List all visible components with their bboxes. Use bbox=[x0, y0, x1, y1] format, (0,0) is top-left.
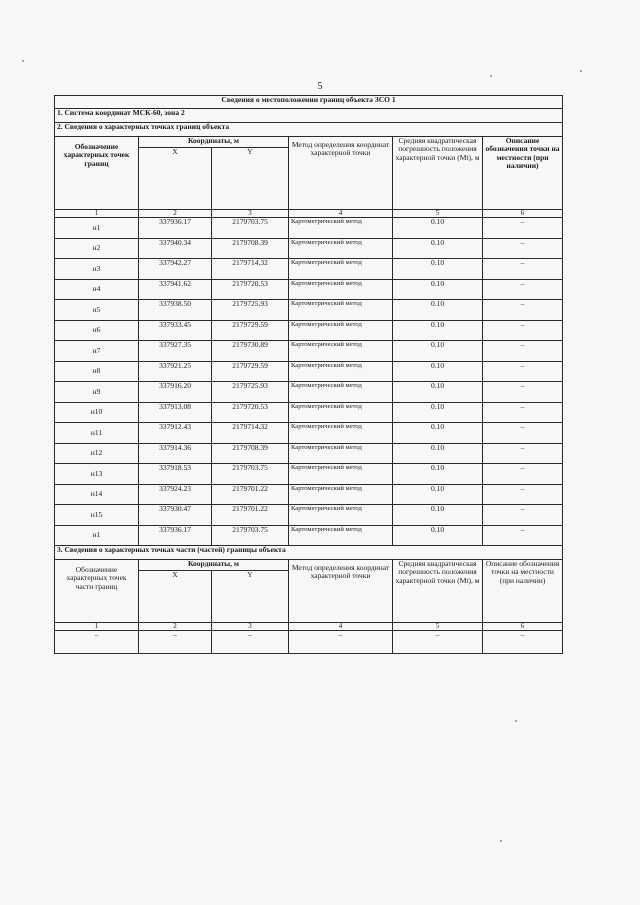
header-coordinates: Координаты, м bbox=[139, 137, 289, 148]
description-cell: – bbox=[483, 443, 563, 464]
coord-y-cell: 2179729.59 bbox=[212, 361, 289, 382]
error-value-cell: 0.10 bbox=[393, 382, 483, 403]
coord-y-cell: 2179708.39 bbox=[212, 238, 289, 259]
coord-y-cell: 2179701.22 bbox=[212, 484, 289, 505]
table-row bbox=[55, 279, 563, 300]
coord-x-cell: 337933.45 bbox=[139, 320, 212, 341]
coord-y-cell: 2179730.89 bbox=[212, 341, 289, 362]
method-cell: Картометрический метод bbox=[289, 423, 393, 444]
coord-x-cell: 337913.08 bbox=[139, 402, 212, 423]
coord-y-cell: 2179729.59 bbox=[212, 320, 289, 341]
column-number: 6 bbox=[483, 623, 563, 631]
point-name-cell: н1 bbox=[55, 218, 139, 239]
method-cell: Картометрический метод bbox=[289, 300, 393, 321]
column-number: 2 bbox=[139, 623, 212, 631]
description-cell: – bbox=[483, 361, 563, 382]
method-cell: – bbox=[289, 631, 393, 654]
method-cell: Картометрический метод bbox=[289, 259, 393, 280]
description-cell: – bbox=[483, 464, 563, 485]
column-number: 6 bbox=[483, 210, 563, 218]
error-value-cell: 0.10 bbox=[393, 484, 483, 505]
method-cell: Картометрический метод bbox=[289, 361, 393, 382]
method-cell: Картометрический метод bbox=[289, 464, 393, 485]
coord-x-cell: – bbox=[139, 631, 212, 654]
column-number: 1 bbox=[55, 210, 139, 218]
method-cell: Картометрический метод bbox=[289, 525, 393, 546]
description-cell: – bbox=[483, 484, 563, 505]
coord-x-cell: 337940.34 bbox=[139, 238, 212, 259]
method-cell: Картометрический метод bbox=[289, 443, 393, 464]
part-header-x: X bbox=[139, 571, 212, 623]
coord-x-cell: 337927.35 bbox=[139, 341, 212, 362]
coord-x-cell: 337916.20 bbox=[139, 382, 212, 403]
coord-y-cell: 2179701.22 bbox=[212, 505, 289, 526]
coord-y-cell: 2179714.32 bbox=[212, 423, 289, 444]
point-name-cell: н6 bbox=[55, 320, 139, 341]
header-error: Средняя квадратическая погрешность положения характерной точки (Mt), м bbox=[393, 137, 483, 210]
method-cell: Картометрический метод bbox=[289, 218, 393, 239]
page-number: 5 bbox=[317, 81, 323, 92]
header-description: Описание обозначения точки на местности (при наличии) bbox=[483, 137, 563, 210]
method-cell: Картометрический метод bbox=[289, 505, 393, 526]
point-name-cell: н5 bbox=[55, 300, 139, 321]
column-number: 4 bbox=[289, 210, 393, 218]
point-name-cell: н12 bbox=[55, 443, 139, 464]
coord-y-cell: 2179703.75 bbox=[212, 218, 289, 239]
coord-x-cell: 337941.62 bbox=[139, 279, 212, 300]
description-cell: – bbox=[483, 320, 563, 341]
point-name-cell: н2 bbox=[55, 238, 139, 259]
description-cell: – bbox=[483, 631, 563, 654]
table-row bbox=[55, 443, 563, 464]
table-row bbox=[55, 423, 563, 444]
error-value-cell: 0.10 bbox=[393, 464, 483, 485]
point-name-cell: н15 bbox=[55, 505, 139, 526]
column-number: 1 bbox=[55, 623, 139, 631]
coord-x-cell: 337924.23 bbox=[139, 484, 212, 505]
method-cell: Картометрический метод bbox=[289, 320, 393, 341]
point-name-cell: н13 bbox=[55, 464, 139, 485]
error-value-cell: 0.10 bbox=[393, 505, 483, 526]
coord-x-cell: 337930.47 bbox=[139, 505, 212, 526]
error-value-cell: 0.10 bbox=[393, 238, 483, 259]
coord-x-cell: 337938.50 bbox=[139, 300, 212, 321]
coord-x-cell: 337942.27 bbox=[139, 259, 212, 280]
header-y: Y bbox=[212, 148, 289, 210]
scan-speck bbox=[500, 840, 502, 842]
error-value-cell: 0.10 bbox=[393, 361, 483, 382]
point-name-cell: н8 bbox=[55, 361, 139, 382]
coord-y-cell: 2179725.93 bbox=[212, 300, 289, 321]
table-row bbox=[55, 300, 563, 321]
error-value-cell: 0.10 bbox=[393, 320, 483, 341]
coord-x-cell: 337918.53 bbox=[139, 464, 212, 485]
point-name-cell: н7 bbox=[55, 341, 139, 362]
table-title: Сведения о местоположении границ объекта ЗСО 1 bbox=[55, 96, 563, 109]
section-2-heading: 2. Сведения о характерных точках границ объекта bbox=[55, 123, 563, 137]
table-row bbox=[55, 259, 563, 280]
table-row bbox=[55, 320, 563, 341]
description-cell: – bbox=[483, 300, 563, 321]
part-header-error: Средняя квадратическая погрешность положения характерной точки (Mt), м bbox=[393, 560, 483, 623]
part-header-description: Описание обозначения точки на местности (при наличии) bbox=[483, 560, 563, 623]
method-cell: Картометрический метод bbox=[289, 484, 393, 505]
point-name-cell: н14 bbox=[55, 484, 139, 505]
description-cell: – bbox=[483, 218, 563, 239]
table-row bbox=[55, 238, 563, 259]
table-row bbox=[55, 464, 563, 485]
description-cell: – bbox=[483, 259, 563, 280]
coord-x-cell: 337912.43 bbox=[139, 423, 212, 444]
scan-speck bbox=[22, 60, 24, 62]
description-cell: – bbox=[483, 525, 563, 546]
scan-speck bbox=[515, 720, 517, 722]
coord-x-cell: 337936.17 bbox=[139, 525, 212, 546]
coord-y-cell: 2179708.39 bbox=[212, 443, 289, 464]
error-value-cell: 0.10 bbox=[393, 279, 483, 300]
column-number: 2 bbox=[139, 210, 212, 218]
coord-y-cell: – bbox=[212, 631, 289, 654]
table-row bbox=[55, 631, 563, 654]
column-number: 4 bbox=[289, 623, 393, 631]
table-row bbox=[55, 341, 563, 362]
point-name-cell: н4 bbox=[55, 279, 139, 300]
header-point-name: Обозначение характерных точек границ bbox=[55, 137, 139, 210]
column-number: 3 bbox=[212, 210, 289, 218]
error-value-cell: 0.10 bbox=[393, 300, 483, 321]
column-number: 5 bbox=[393, 623, 483, 631]
coord-y-cell: 2179720.53 bbox=[212, 402, 289, 423]
section-3-heading: 3. Сведения о характерных точках части (частей) границы объекта bbox=[55, 546, 563, 560]
table-row bbox=[55, 505, 563, 526]
error-value-cell: – bbox=[393, 631, 483, 654]
description-cell: – bbox=[483, 238, 563, 259]
part-header-coordinates: Координаты, м bbox=[139, 560, 289, 571]
error-value-cell: 0.10 bbox=[393, 525, 483, 546]
column-number: 5 bbox=[393, 210, 483, 218]
point-name-cell: н10 bbox=[55, 402, 139, 423]
description-cell: – bbox=[483, 382, 563, 403]
method-cell: Картометрический метод bbox=[289, 238, 393, 259]
table-row bbox=[55, 218, 563, 239]
method-cell: Картометрический метод bbox=[289, 279, 393, 300]
column-number: 3 bbox=[212, 623, 289, 631]
coord-y-cell: 2179720.53 bbox=[212, 279, 289, 300]
description-cell: – bbox=[483, 279, 563, 300]
point-name-cell: н3 bbox=[55, 259, 139, 280]
error-value-cell: 0.10 bbox=[393, 259, 483, 280]
header-x: X bbox=[139, 148, 212, 210]
part-header-method: Метод определения координат характерной точки bbox=[289, 560, 393, 623]
error-value-cell: 0.10 bbox=[393, 402, 483, 423]
error-value-cell: 0.10 bbox=[393, 218, 483, 239]
point-name-cell: – bbox=[55, 631, 139, 654]
coord-y-cell: 2179725.93 bbox=[212, 382, 289, 403]
coord-y-cell: 2179703.75 bbox=[212, 464, 289, 485]
coord-x-cell: 337936.17 bbox=[139, 218, 212, 239]
table-row bbox=[55, 402, 563, 423]
column-numbers bbox=[55, 210, 563, 218]
point-name-cell: н9 bbox=[55, 382, 139, 403]
point-name-cell: н1 bbox=[55, 525, 139, 546]
description-cell: – bbox=[483, 402, 563, 423]
error-value-cell: 0.10 bbox=[393, 341, 483, 362]
part-column-numbers bbox=[55, 623, 563, 631]
coord-y-cell: 2179703.75 bbox=[212, 525, 289, 546]
table-row bbox=[55, 361, 563, 382]
part-header-point-name: Обозначение характерных точек части границ bbox=[55, 560, 139, 623]
part-header-y: Y bbox=[212, 571, 289, 623]
error-value-cell: 0.10 bbox=[393, 423, 483, 444]
header-method: Метод определения координат характерной точки bbox=[289, 137, 393, 210]
scan-speck bbox=[490, 75, 492, 77]
point-name-cell: н11 bbox=[55, 423, 139, 444]
table-row bbox=[55, 382, 563, 403]
table-row bbox=[55, 525, 563, 546]
coord-y-cell: 2179714.32 bbox=[212, 259, 289, 280]
section-1-heading: 1. Система координат МСК-60, зона 2 bbox=[55, 109, 563, 123]
coord-x-cell: 337914.36 bbox=[139, 443, 212, 464]
boundary-table bbox=[54, 95, 563, 654]
description-cell: – bbox=[483, 423, 563, 444]
scan-speck bbox=[580, 70, 582, 72]
method-cell: Картометрический метод bbox=[289, 341, 393, 362]
method-cell: Картометрический метод bbox=[289, 382, 393, 403]
description-cell: – bbox=[483, 505, 563, 526]
description-cell: – bbox=[483, 341, 563, 362]
coord-x-cell: 337921.25 bbox=[139, 361, 212, 382]
table-row bbox=[55, 484, 563, 505]
error-value-cell: 0.10 bbox=[393, 443, 483, 464]
method-cell: Картометрический метод bbox=[289, 402, 393, 423]
